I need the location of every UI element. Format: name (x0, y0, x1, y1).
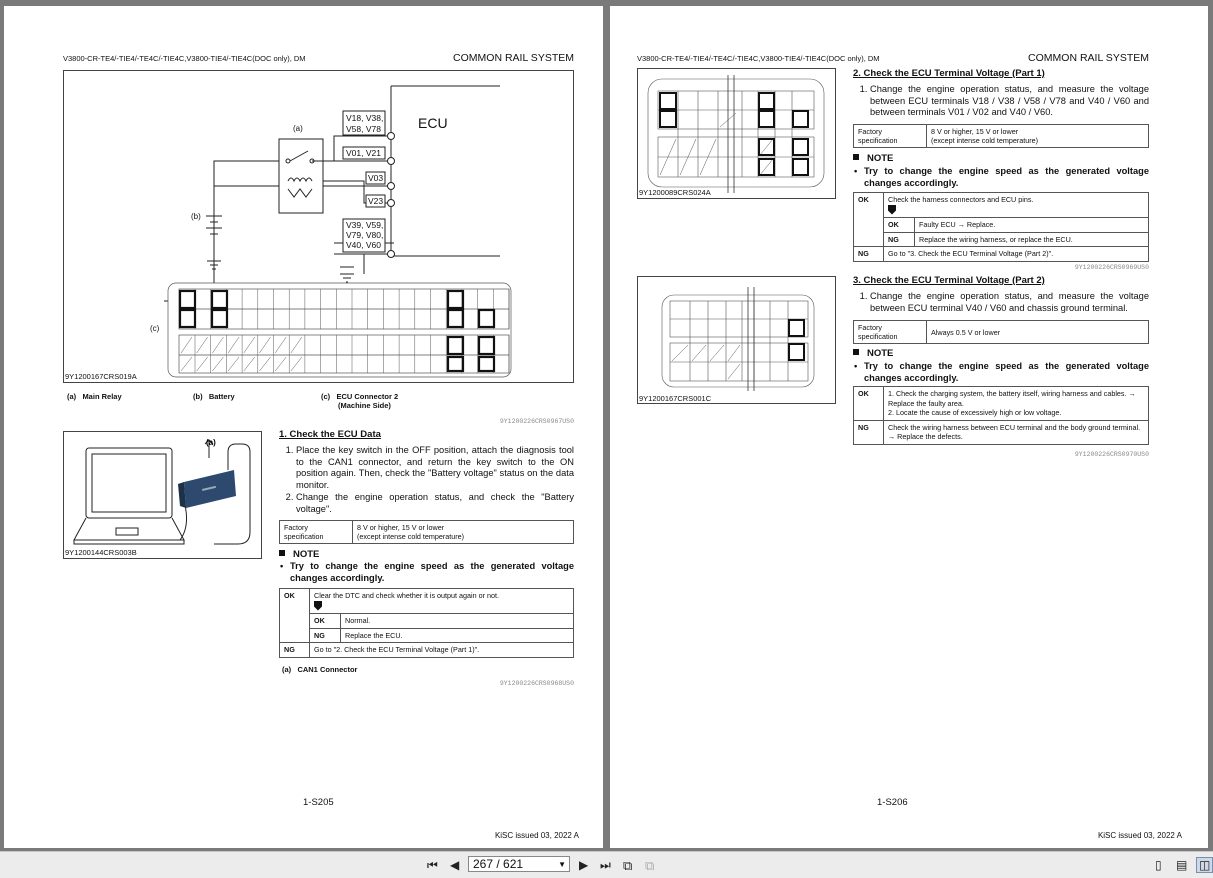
header-doc-title: V3800-CR-TE4/-TIE4/-TE4C/-TIE4C,V3800-TIE4/-TIE4C(DOC only), DM (637, 54, 880, 63)
factory-spec-table (853, 320, 1149, 344)
two-page-view-icon[interactable]: ◫ (1196, 857, 1213, 873)
section-1-steps (279, 445, 574, 517)
legend-sub: (Machine Side) (338, 401, 391, 410)
ecu-connector-illustration-2 (638, 277, 835, 403)
spec-value-line2: (except intense cold temperature) (357, 532, 465, 541)
note-label: NOTE (867, 153, 894, 164)
note-square-icon (279, 550, 285, 556)
section-2-title: 2. Check the ECU Terminal Voltage (Part 1) (853, 68, 1045, 79)
spec-value-line1: 8 V or higher, 15 V or lower (931, 127, 1019, 136)
ng-text: Go to "2. Check the ECU Terminal Voltage (Part 1)". (310, 643, 574, 658)
section-2-steps (853, 84, 1149, 120)
sub-ok-text: Faulty ECU → Replace. (915, 218, 1149, 233)
ok-label: OK (854, 193, 884, 247)
legend-text: ECU Connector 2 (336, 392, 399, 401)
laptop-figure-label: (a) (206, 438, 216, 447)
ok-line-1: 1. Check the charging system, the battery itself, wiring harness and cables. → Replace the faulty area. (888, 389, 1136, 408)
doc-code: 9Y1200226CRS0970US0 (1074, 451, 1149, 458)
connector-figure-2 (637, 276, 836, 404)
step-1: 1. Change the engine operation status, and measure the voltage between ECU terminal V40 / V60 and chassis ground terminal. (870, 291, 1149, 314)
viewer-toolbar (0, 851, 1213, 878)
page-indicator-text: 267 / 621 (473, 857, 524, 871)
ng-text: Check the wiring harness between ECU terminal and the body ground terminal. → Replace the defects. (884, 420, 1149, 444)
ok-ng-table (853, 192, 1149, 262)
ng-label: NG (854, 247, 884, 262)
section-3-title: 3. Check the ECU Terminal Voltage (Part 2) (853, 275, 1045, 286)
section-3-steps (853, 291, 1149, 315)
first-page-icon[interactable]: ⏮ (427, 858, 438, 872)
wiring-diagram-figure (63, 70, 574, 383)
legend-text: Battery (208, 392, 235, 401)
spec-value (353, 521, 574, 544)
continuous-view-icon[interactable]: ▤ (1176, 858, 1188, 872)
connector-figure-2-id: 9Y1200167CRS001C (639, 394, 712, 403)
spec-label: Factory specification (280, 521, 353, 544)
right-page (610, 6, 1208, 848)
page-number: 1-S206 (877, 797, 908, 808)
legend-battery (193, 392, 235, 401)
note-label: NOTE (293, 549, 320, 560)
step-1: 1. Place the key switch in the OFF position, attach the diagnosis tool to the CAN1 connector, and return the key switch to the ON position again. Then, check the "Battery voltage" status on the data monitor. (296, 445, 574, 491)
connector-figure-1 (637, 68, 836, 199)
ok-ng-table (279, 588, 574, 658)
connector-figure-1-id: 9Y1200089CRS024A (639, 188, 711, 197)
note-square-icon (853, 349, 859, 355)
arrow-down-icon (314, 601, 322, 611)
note-label: NOTE (867, 348, 894, 359)
previous-page-icon[interactable]: ◀ (450, 858, 460, 872)
note-square-icon (853, 154, 859, 160)
can1-caption (282, 665, 357, 674)
chevron-down-icon[interactable]: ▼ (558, 860, 566, 869)
note-bullet: • Try to change the engine speed as the generated voltage changes accordingly. (279, 560, 574, 584)
ok-line-2: 2. Locate the cause of excessively high or low voltage. (888, 408, 1062, 417)
note-heading (279, 549, 319, 560)
caption-key: (a) (282, 665, 292, 674)
ok-text (884, 193, 1149, 218)
terminal-label-v79: V79, V80, (346, 230, 384, 240)
legend-key: (c) (321, 392, 331, 401)
terminal-label-v01: V01, V21 (346, 148, 381, 158)
next-page-icon[interactable]: ▶ (579, 858, 589, 872)
ok-label: OK (854, 387, 884, 421)
header-section: COMMON RAIL SYSTEM (1028, 52, 1149, 64)
step-2: 2. Change the engine operation status, and check the "Battery voltage". (296, 492, 574, 515)
ok-label: OK (280, 589, 310, 643)
page-number-input[interactable] (468, 856, 570, 872)
last-page-icon[interactable]: ⏭ (600, 858, 611, 872)
ng-text: Go to "3. Check the ECU Terminal Voltage (Part 2)". (884, 247, 1149, 262)
doc-code: 9Y1200226CRS0969US0 (1074, 264, 1149, 271)
legend-main-relay (67, 392, 122, 401)
relay-label: (a) (293, 124, 303, 133)
legend-ecu-connector (321, 392, 398, 410)
issued-note: KiSC issued 03, 2022 A (494, 831, 579, 840)
ok-text (310, 589, 574, 614)
header-section: COMMON RAIL SYSTEM (453, 52, 574, 64)
ng-label: NG (854, 420, 884, 444)
page-number: 1-S205 (303, 797, 334, 808)
ok-text (884, 387, 1149, 421)
legend-key: (a) (67, 392, 77, 401)
ecu-label: ECU (418, 115, 448, 131)
left-page (4, 6, 603, 848)
spec-value-line2: (except intense cold temperature) (931, 136, 1039, 145)
issued-note: KiSC issued 03, 2022 A (1097, 831, 1182, 840)
note-heading (853, 153, 893, 164)
connector-label: (c) (150, 324, 160, 333)
spec-label: Factory specification (854, 125, 927, 148)
factory-spec-table (853, 124, 1149, 148)
terminal-label-v39: V39, V59, (346, 220, 384, 230)
laptop-figure (63, 431, 262, 559)
terminal-label-v18: V18, V38, (346, 113, 384, 123)
diagram-figure-id: 9Y1200167CRS019A (65, 372, 137, 381)
terminal-label-v23: V23 (368, 196, 384, 206)
step-1: 1. Change the engine operation status, and measure the voltage between ECU terminals V18 / V38 / V58 / V78 and V40 / V60 and between terminals V01 / V02 and V40 / V60. (870, 84, 1149, 119)
arrow-down-icon (888, 205, 896, 215)
go-back-icon[interactable]: ⧉ (623, 858, 633, 873)
header-doc-title: V3800-CR-TE4/-TIE4/-TE4C/-TIE4C,V3800-TIE4/-TIE4C(DOC only), DM (63, 54, 306, 63)
legend-key: (b) (193, 392, 203, 401)
spec-value (927, 125, 1149, 148)
sub-ok-label: OK (884, 218, 915, 233)
single-page-view-icon[interactable]: ▯ (1155, 858, 1162, 872)
sub-ng-text: Replace the ECU. (341, 628, 574, 643)
doc-code: 9Y1200226CRS0967US0 (499, 418, 574, 425)
sub-ok-label: OK (310, 614, 341, 629)
factory-spec-table (279, 520, 574, 544)
go-forward-icon[interactable]: ⧉ (645, 858, 655, 873)
section-1-title: 1. Check the ECU Data (279, 429, 381, 440)
ng-label: NG (280, 643, 310, 658)
ok-text-content: Clear the DTC and check whether it is output again or not. (314, 591, 499, 600)
spec-value: Always 0.5 V or lower (927, 321, 1149, 344)
legend-text: Main Relay (82, 392, 122, 401)
note-bullet: • Try to change the engine speed as the generated voltage changes accordingly. (853, 360, 1149, 384)
note-heading (853, 348, 893, 359)
ecu-connector-illustration-1 (638, 69, 835, 198)
spec-value-line1: 8 V or higher, 15 V or lower (357, 523, 445, 532)
sub-ng-label: NG (884, 232, 915, 247)
terminal-label-v58: V58, V78 (346, 124, 381, 134)
laptop-figure-id: 9Y1200144CRS003B (65, 548, 137, 557)
ok-ng-table (853, 386, 1149, 445)
ok-text-content: Check the harness connectors and ECU pins. (888, 195, 1034, 204)
note-bullet: • Try to change the engine speed as the generated voltage changes accordingly. (853, 165, 1149, 189)
doc-code: 9Y1200226CRS0968US0 (499, 680, 574, 687)
spec-label: Factory specification (854, 321, 927, 344)
sub-ok-text: Normal. (341, 614, 574, 629)
terminal-label-v03: V03 (368, 173, 384, 183)
sub-ng-label: NG (310, 628, 341, 643)
sub-ng-text: Replace the wiring harness, or replace the ECU. (915, 232, 1149, 247)
terminal-label-v40: V40, V60 (346, 240, 381, 250)
laptop-diagnosis-illustration (64, 432, 261, 558)
battery-label: (b) (191, 212, 201, 221)
wiring-diagram (64, 71, 573, 382)
caption-text: CAN1 Connector (297, 665, 358, 674)
